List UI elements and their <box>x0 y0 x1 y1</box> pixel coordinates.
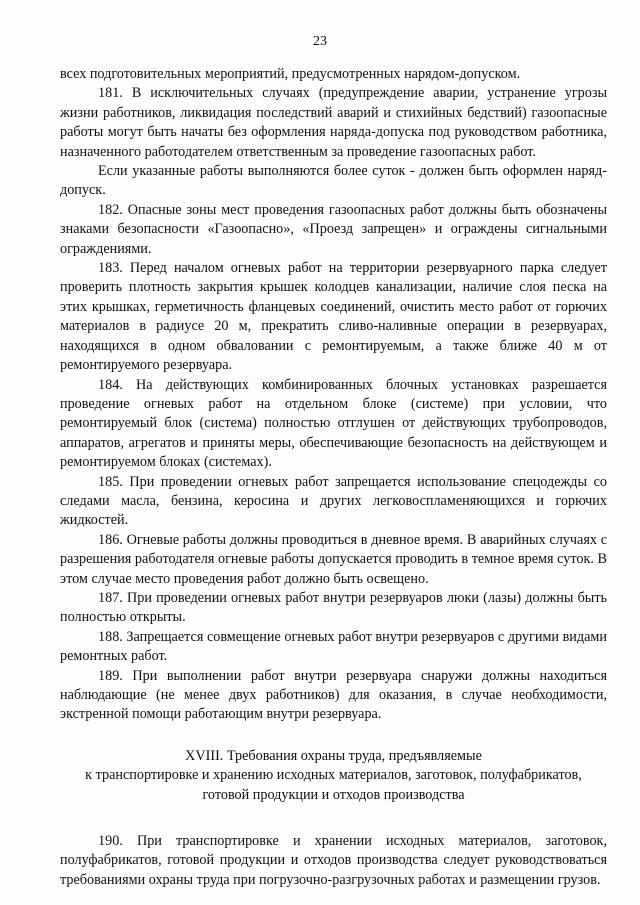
paragraph-184: 184. На действующих комбинированных блочных установках разрешается проведение огневых работ на отдельном блоке (системе) при условии, что ремонтируемый блок (система) полностью отглушен от действующих трубопроводов, аппаратов, агрегатов и приняты меры, обеспечивающие безопасность на действующем и ремонтируемом блоках (системах). <box>60 376 607 471</box>
paragraph-continuation: всех подготовительных мероприятий, предусмотренных нарядом-допуском. <box>60 66 521 82</box>
paragraph-181: 181. В исключительных случаях (предупреждение аварии, устранение угрозы жизни работников, ликвидация последствий аварий и стихийных бедствий) газоопасные работы могут быть начаты без оформления наряда-допуска под руководством работника, назначенного работодателем ответственным за проведение газоопасных работ. <box>60 85 607 160</box>
paragraph-181-note: Если указанные работы выполняются более суток - должен быть оформлен наряд-допуск. <box>60 163 607 199</box>
paragraph-185: 185. При проведении огневых работ запрещается использование спецодежды со следами масла, бензина, керосина и других легковоспламеняющихся и горючих жидкостей. <box>60 473 607 529</box>
document-body <box>60 65 607 890</box>
paragraph-189: 189. При выполнении работ внутри резервуара снаружи должны находиться наблюдающие (не менее двух работников) для оказания, в случае необходимости, экстренной помощи работающим внутри резервуара. <box>60 667 607 723</box>
section-heading <box>60 747 607 805</box>
paragraph-190: 190. При транспортировке и хранении исходных материалов, заготовок, полуфабрикатов, готовой продукции и отходов производства следует руководствоваться требованиями охраны труда при погрузочно-разгрузочных работах и размещении грузов. <box>60 833 607 888</box>
paragraph-186: 186. Огневые работы должны проводиться в дневное время. В аварийных случаях с разрешения работодателя огневые работы допускается проводить в темное время суток. В этом случае место проведения работ должно быть освещено. <box>60 531 607 587</box>
section-heading-line-2: к транспортировке и хранению исходных материалов, заготовок, полуфабрикатов, <box>85 767 582 784</box>
paragraph-187: 187. При проведении огневых работ внутри резервуаров люки (лазы) должны быть полностью открыты. <box>60 589 607 626</box>
paragraph-182: 182. Опасные зоны мест проведения газоопасных работ должны быть обозначены знаками безопасности «Газоопасно», «Проезд запрещен» и ограждены сигнальными ограждениями. <box>60 201 607 257</box>
paragraph-183: 183. Перед началом огневых работ на территории резервуарного парка следует проверить плотность закрытия крышек колодцев канализации, наличие слоя песка на этих крышках, герметичность фланцевых соединений, очистить место работ от горючих материалов в радиусе 20 м, прекратить сливо-наливные операции в резервуарах, находящихся в одном обваловании с ремонтируемым, а также ближе 40 м от ремонтируемого резервуара. <box>60 260 607 374</box>
section-heading-line-1: XVIII. Требования охраны труда, предъявляемые <box>185 747 482 764</box>
section-heading-line-3: готовой продукции и отходов производства <box>202 786 465 803</box>
paragraph-188: 188. Запрещается совмещение огневых работ внутри резервуаров с другими видами ремонтных работ. <box>60 628 607 665</box>
page-number: 23 <box>313 34 327 49</box>
